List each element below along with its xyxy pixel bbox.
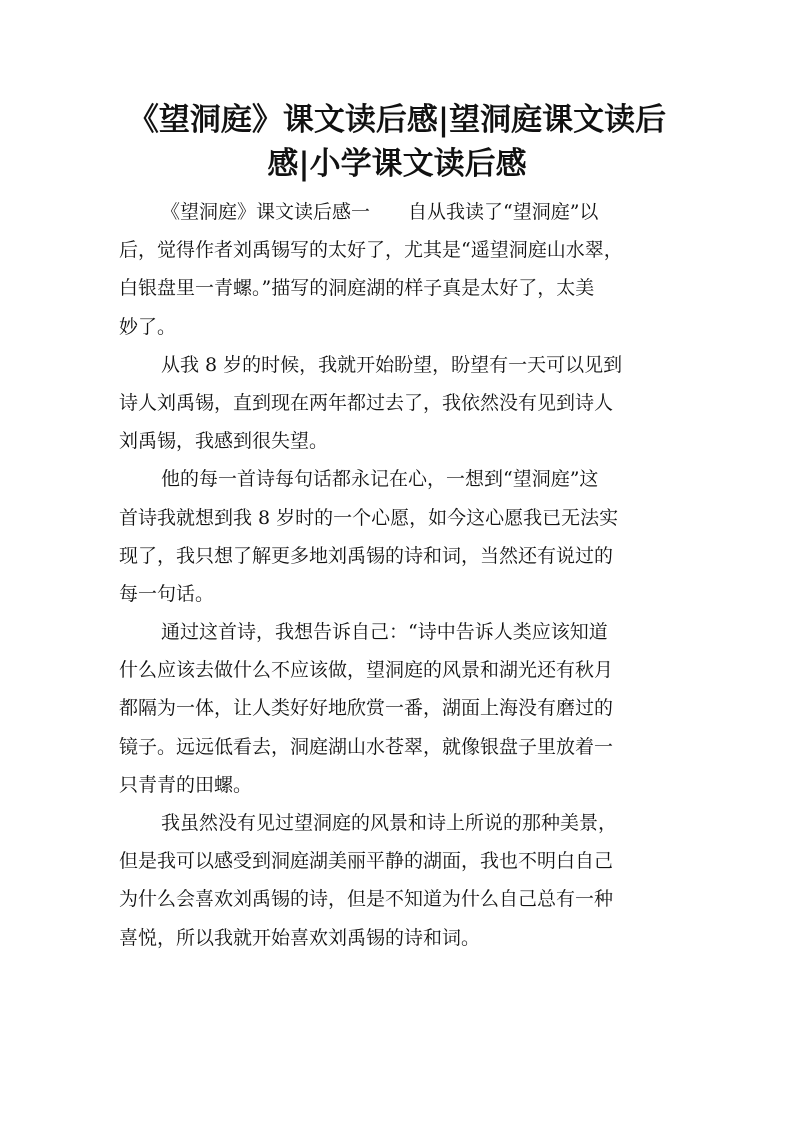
title-line: 感|小学课文读后感 [267,146,527,182]
paragraph-line: 每一句话。 [119,582,215,605]
paragraph-line: 妙了。 [119,315,177,338]
paragraph-line: 通过这首诗，我想告诉自己：“诗中告诉人类应该知道 [161,621,608,644]
paragraph-line: 他的每一首诗每句话都永记在心，一想到“望洞庭”这 [161,468,599,491]
document-body [119,194,679,958]
paragraph-line: 诗人刘禹锡，直到现在两年都过去了，我依然没有见到诗人 [119,391,614,414]
paragraph-line: 首诗我就想到我 8 岁时的一个心愿，如今这心愿我已无法实 [119,506,619,529]
paragraph-line: 《望洞庭》课文读后感一 自从我读了“望洞庭”以 [161,201,599,223]
paragraph-line: 什么应该去做什么不应该做，望洞庭的风景和湖光还有秋月 [119,659,614,682]
paragraph-line: 刘禹锡，我感到很失望。 [119,430,329,453]
document-title [100,98,694,186]
paragraph-line: 都隔为一体，让人类好好地欣赏一番，湖面上海没有磨过的 [119,697,614,720]
paragraph-line: 镜子。远远低看去，洞庭湖山水苍翠，就像银盘子里放着一 [119,735,614,758]
paragraph-line: 从我 8 岁的时候，我就开始盼望，盼望有一天可以见到 [161,353,623,376]
paragraph-line: 但是我可以感受到洞庭湖美丽平静的湖面，我也不明白自己 [119,850,614,873]
paragraph-line: 后，觉得作者刘禹锡写的太好了，尤其是“遥望洞庭山水翠， [119,239,623,262]
paragraph-line: 白银盘里一青螺。”描写的洞庭湖的样子真是太好了，太美 [119,277,595,300]
title-line: 《望洞庭》课文读后感|望洞庭课文读后 [127,102,667,138]
paragraph-line: 我虽然没有见过望洞庭的风景和诗上所说的那种美景， [161,812,618,834]
paragraph-line: 喜悦，所以我就开始喜欢刘禹锡的诗和词。 [119,926,481,949]
paragraph-line: 现了，我只想了解更多地刘禹锡的诗和词，当然还有说过的 [119,544,614,567]
paragraph-line: 为什么会喜欢刘禹锡的诗，但是不知道为什么自己总有一种 [119,888,614,911]
paragraph-line: 只青青的田螺。 [119,773,253,796]
